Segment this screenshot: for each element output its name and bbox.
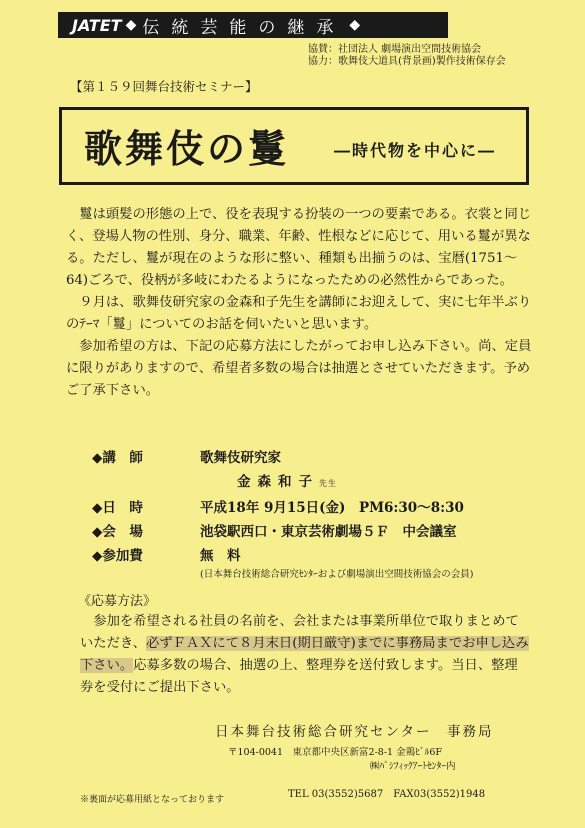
event-details xyxy=(92,446,464,568)
date-label: ◆日 時 xyxy=(92,500,143,516)
paragraph: ９月は、歌舞伎研究家の金森和子先生を講師にお迎えして、実に七年半ぶりのﾃｰﾏ「鬘」についてのお話を伺いたいと思います。 xyxy=(66,295,532,332)
banner-title: 伝統芸能の継承 xyxy=(142,17,346,38)
fee-note: (日本舞台技術総合研究ｾﾝﾀｰおよび劇場演出空間技術協会の会員) xyxy=(200,569,474,580)
lecturer-row xyxy=(92,446,464,470)
seminar-label: 【第１５９回舞台技術セミナー】 xyxy=(70,79,258,94)
fee-label: ◆参加費 xyxy=(92,548,143,564)
address-line: 〒104-0041 東京都中央区新富2-8-1 金鶏ﾋﾞﾙ6F xyxy=(228,747,442,758)
method-text: 応募多数の場合、抽選の上、整理券を送付致します。当日、整理券を受付にご提出下さい。 xyxy=(80,658,518,695)
office-name: 日本舞台技術総合研究センター 事務局 xyxy=(215,724,494,740)
diamond-icon: ◆ xyxy=(125,17,137,33)
lecturer-label: ◆講 師 xyxy=(92,450,143,466)
fee-value: 無 料 xyxy=(200,548,241,564)
diamond-icon: ◆ xyxy=(349,17,361,33)
credit-sponsor: 協賛：社団法人 劇場演出空間技術協会 xyxy=(308,44,482,55)
lecturer-name-row xyxy=(92,470,464,496)
venue-label: ◆会 場 xyxy=(92,524,143,540)
jatet-logo: JATET xyxy=(72,15,122,35)
back-note: ※裏面が応募用紙となっております xyxy=(80,795,225,805)
lecturer-name: 金森和子先生 xyxy=(237,474,337,490)
paragraph: 鬘は頭髪の形態の上で、役を表現する扮装の一つの要素である。衣裳と同じく、登場人物の性別、身分、職業、年齢、性根などに応じて、用いる鬘が異なる。ただし、鬘が現在のような形に整い、種類も出揃うのは、宝暦(1751～64)ごろで、役柄が多岐にわたるようになったための必然性からであった。 xyxy=(66,207,532,288)
method-highlight: 必ずＦＡＸにて８月末日(期日厳守)までに事務局までお申し込み下さい。 xyxy=(80,636,529,673)
lecturer-role: 歌舞伎研究家 xyxy=(200,450,281,466)
credits xyxy=(308,44,506,68)
venue-value: 池袋駅西口・東京芸術劇場５Ｆ 中会議室 xyxy=(200,524,457,540)
application-method xyxy=(80,611,530,699)
paragraph: 参加希望の方は、下記の応募方法にしたがってお申し込み下さい。尚、定員に限りがありますので、希望者多数の場合は抽選とさせていただきます。予めご了承下さい。 xyxy=(66,339,532,398)
fee-row xyxy=(92,544,464,568)
title-box xyxy=(59,107,529,185)
header-banner xyxy=(58,12,448,38)
contact-phone-fax: TEL 03(3552)5687 FAX03(3552)1948 xyxy=(288,789,486,800)
address-line: ㈱ﾊﾟｼﾌｨｯｸｱｰﾄｾﾝﾀｰ内 xyxy=(370,761,456,772)
date-value: 平成18年 9月15日(金) PM6:30～8:30 xyxy=(200,500,464,516)
address xyxy=(228,746,456,774)
date-row xyxy=(92,496,464,520)
description xyxy=(66,204,536,402)
venue-row xyxy=(92,520,464,544)
page-subtitle: ―時代物を中心に― xyxy=(334,141,497,160)
method-title: 《応募方法》 xyxy=(78,594,157,609)
credit-cooperation: 協力：歌舞伎大道具(背景画)製作技術保存会 xyxy=(308,56,506,67)
method-text: 参加を希望される社員の名前を、会社または事業所単位で取りまとめていただき、 xyxy=(80,614,519,651)
page-title: 歌舞伎の鬘 xyxy=(84,126,290,171)
